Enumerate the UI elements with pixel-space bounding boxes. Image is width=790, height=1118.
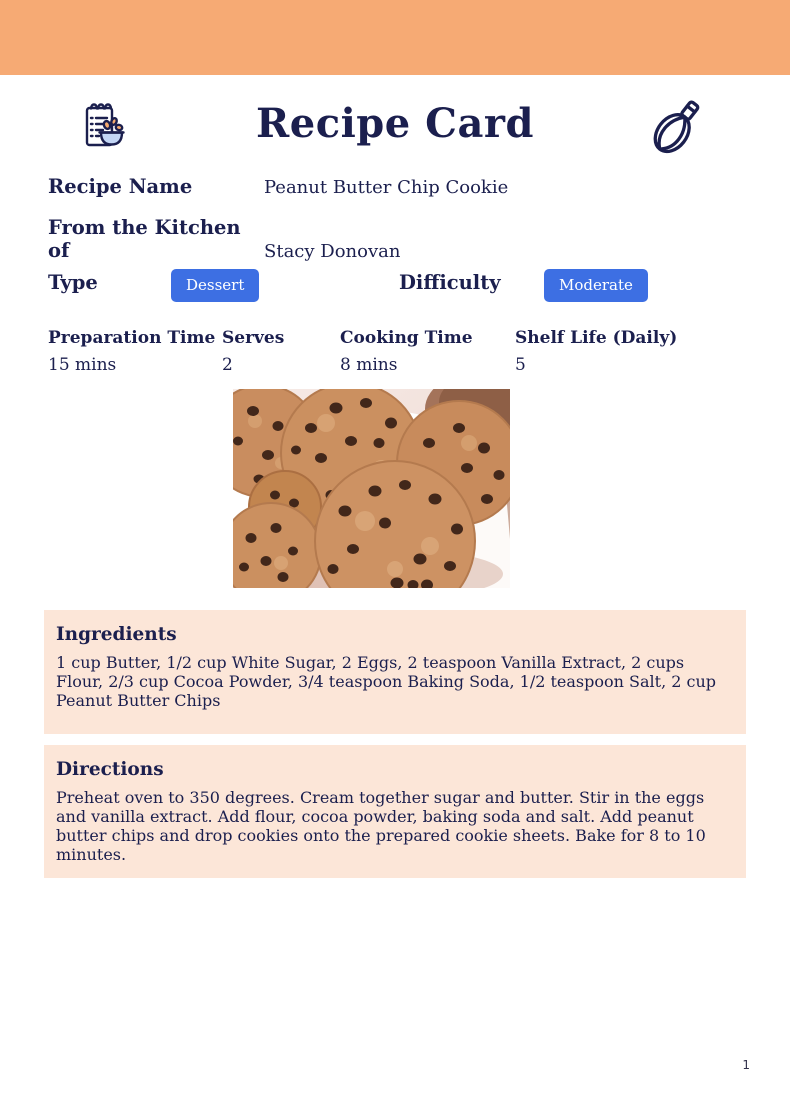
ingredients-section [44, 610, 746, 734]
stat-label: Cooking Time [340, 328, 473, 348]
page-title: Recipe Card [256, 100, 534, 147]
whisk-icon [644, 96, 710, 158]
type-difficulty-row [0, 269, 790, 305]
top-banner [0, 0, 790, 75]
directions-section [44, 745, 746, 878]
stat-label: Serves [222, 328, 285, 348]
recipe-name-label: Recipe Name [48, 175, 193, 198]
kitchen-label: From the Kitchen of [48, 216, 241, 262]
ingredients-title: Ingredients [56, 624, 177, 645]
stat-value: 5 [515, 355, 526, 375]
stat-value: 15 mins [48, 355, 117, 375]
stat-label: Shelf Life (Daily) [515, 328, 678, 348]
stat-cooking-time [340, 328, 473, 375]
type-value-button[interactable]: Dessert [171, 269, 259, 302]
page-number: 1 [742, 1058, 750, 1072]
difficulty-value-button[interactable]: Moderate [544, 269, 648, 302]
recipe-name-row [48, 175, 748, 198]
directions-text: Preheat oven to 350 degrees. Cream together sugar and butter. Stir in the eggs and vanilla extract. Add flour, cocoa powder, baking soda and salt. Add peanut butter chips and drop cookies onto the prepared cookie sheets. Bake for 8 to 10 minutes. [56, 788, 706, 864]
chocolate-chip-cookies-photo [233, 389, 510, 588]
stat-value: 2 [222, 355, 233, 375]
recipe-name-value: Peanut Butter Chip Cookie [264, 177, 509, 198]
stat-label: Preparation Time [48, 328, 216, 348]
difficulty-label: Difficulty [399, 271, 501, 294]
stat-value: 8 mins [340, 355, 398, 375]
directions-title: Directions [56, 759, 164, 780]
ingredients-text: 1 cup Butter, 1/2 cup White Sugar, 2 Eggs, 2 teaspoon Vanilla Extract, 2 cups Flour, 2/3 cup Cocoa Powder, 3/4 teaspoon Baking Soda, 1/2 teaspoon Salt, 2 cup Peanut Butter Chips [56, 653, 717, 710]
stat-serves [222, 328, 284, 375]
stat-shelf-life [515, 328, 677, 375]
kitchen-value: Stacy Donovan [264, 241, 401, 262]
kitchen-row [48, 216, 748, 262]
stat-preparation-time [48, 328, 215, 375]
type-label: Type [48, 271, 98, 294]
